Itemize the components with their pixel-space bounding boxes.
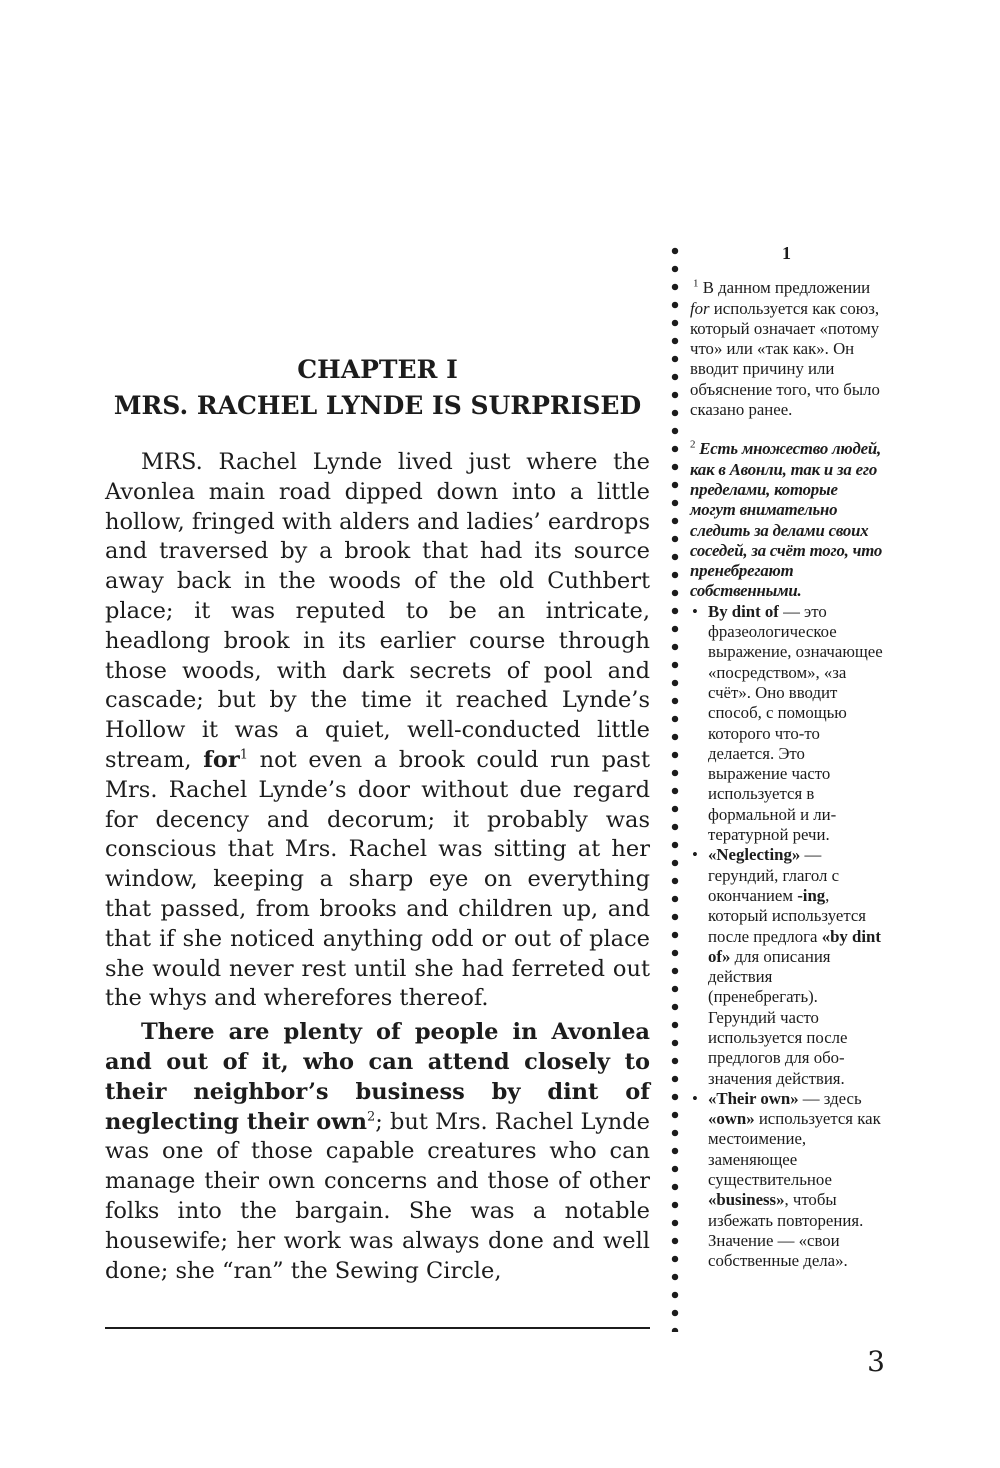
vocab-term: By dint of [708, 601, 779, 621]
vocab-preposition: «by dint of» [708, 926, 881, 966]
page-number: 3 [867, 1345, 885, 1378]
sidebar-number: 1 [782, 243, 791, 263]
vocab-term: «Their own» [708, 1088, 799, 1108]
vocab-item-by-dint-of [690, 602, 883, 846]
note-2-marker: 2 [690, 438, 696, 451]
note-1 [690, 278, 883, 420]
vocab-list [690, 602, 883, 1272]
main-text [105, 448, 650, 1286]
note-1-text-b: используется как союз, который означает «потому что» или «так как». Он вводит причину или объяснение того, что было сказано ранее. [690, 298, 880, 420]
paragraph-1-text-a: MRS. Rachel Lynde lived just where the Avonlea main road dipped down into a little hollow, fringed with alders and ladies’ eardrops and traversed by a brook that had its source away back in the woods of the old Cuthbert place; it was reputed to be an intricate, headlong brook in its earlier course through those woods, with dark secrets of pool and cascade; but by the time it reached Lynde’s Hollow it was a quiet, well-conducted little stream, [105, 449, 650, 773]
vocab-explanation: , чтобы избежать повторения. Значение — «свои собственные дела». [708, 1190, 864, 1271]
vocab-word-business: «business» [708, 1190, 785, 1210]
footnote-ref-1: 1 [239, 747, 249, 763]
bottom-rule [105, 1327, 650, 1329]
paragraph-2-text: ; but Mrs. Rachel Lynde was one of those capable creatures who can manage their own concerns and those of other folks into the bargain. She was a notable housewife; her work was always done and well done; she “ran” the Sewing Circle, [105, 1108, 650, 1284]
note-1-word: for [690, 298, 710, 318]
chapter-heading [105, 352, 650, 424]
note-2 [690, 439, 883, 601]
vocab-explanation: — герундий, глагол с окончанием [708, 845, 840, 905]
note-2-text: Есть множество людей, как в Авонли, так и за его пределами, которые могут внимательно следить за делами своих соседей, за счёт того, что пренебрегают собственными. [690, 439, 883, 601]
vocab-explanation: — здесь [798, 1088, 862, 1108]
dotted-column-separator [669, 242, 681, 1332]
vocab-term: «Neglecting» [708, 845, 801, 865]
paragraph-2-bold-sentence: There are plenty of people in Avonlea and out of it, who can attend closely to their neighbor’s business by dint of neglecting their own [105, 1019, 650, 1135]
vocab-word-own: «own» [708, 1109, 755, 1129]
paragraph-2 [105, 1018, 650, 1286]
vocab-item-their-own [690, 1089, 883, 1272]
vocab-explanation: — это фразеологическое выражение, означающее «посредством», «за счёт». Оно вводит способ, с помощью которого что-то делается. Это выражение часто используется в формальной и литературной речи. [708, 601, 883, 845]
vocab-explanation: используется как местоимение, заменяющее существительное [708, 1109, 881, 1190]
vocab-suffix: -ing [797, 885, 826, 905]
glossed-word-for: for [203, 746, 240, 773]
chapter-number: CHAPTER I [297, 355, 458, 384]
sidebar-notes [690, 243, 883, 1272]
footnote-ref-2: 2 [366, 1109, 376, 1125]
vocab-explanation: для описания действия (пренебрегать). Герундий часто используется после предлогов для обозначения действия. [708, 946, 848, 1088]
vocab-item-neglecting [690, 845, 883, 1089]
note-1-marker: 1 [693, 277, 699, 290]
paragraph-1-text-b: not even a brook could run past Mrs. Rachel Lynde’s door without due regard for decency and decorum; it probably was conscious that Mrs. Rachel was sitting at her window, keeping a sharp eye on everything that passed, from brooks and children up, and that if she noticed anything odd or out of place she would never rest until she had ferreted out the whys and wherefores thereof. [105, 746, 650, 1012]
note-1-text-a: В данном предложении [698, 278, 871, 298]
chapter-title: MRS. RACHEL LYNDE IS SURPRISED [113, 391, 642, 420]
paragraph-1 [105, 448, 650, 1014]
vocab-explanation: , который используется после предлога [708, 885, 867, 946]
